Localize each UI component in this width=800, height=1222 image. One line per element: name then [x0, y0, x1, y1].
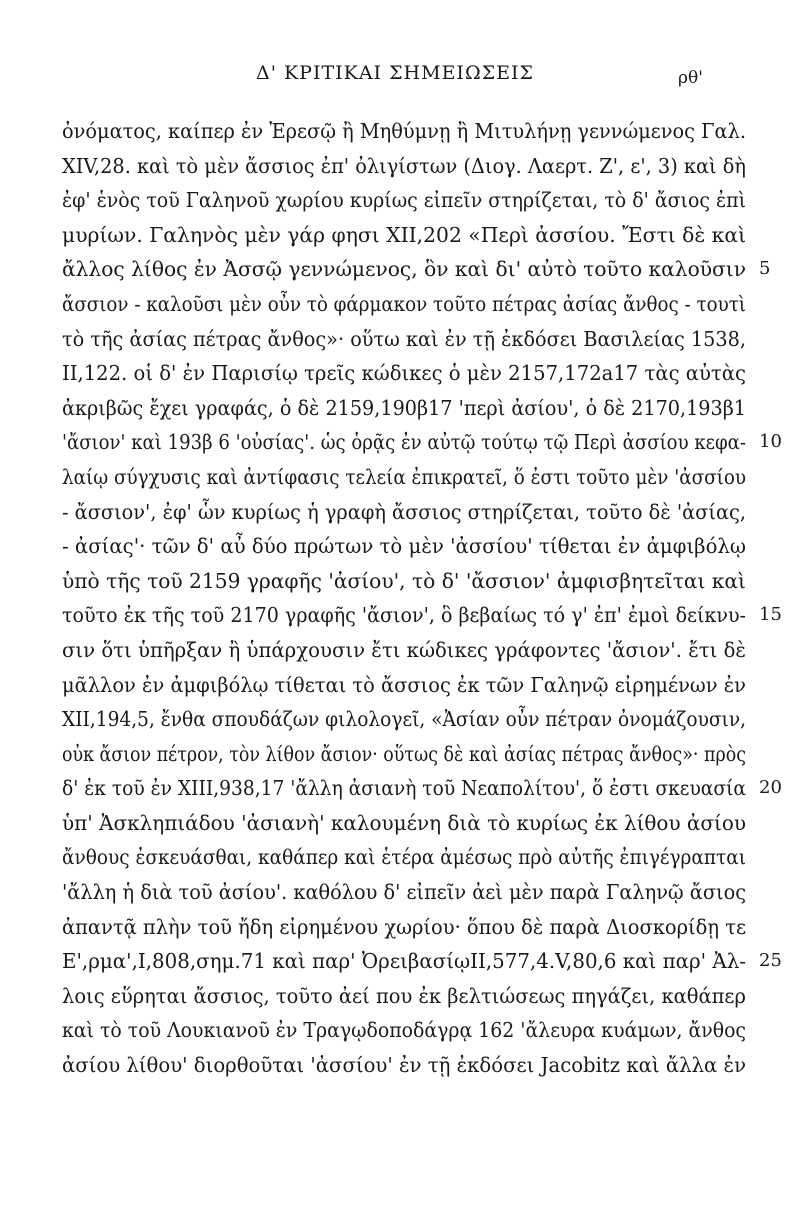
- text-line: [0, 771, 800, 806]
- line-text: - ἄσσιον', ἐφ' ὧν κυρίως ἡ γραφὴ ἄσσιος στηρίζεται, τοῦτο δὲ 'ἀσίας,: [62, 499, 746, 524]
- text-line: [0, 425, 800, 460]
- line-number: 5: [759, 258, 771, 280]
- line-text: λαίῳ σύγχυσις καὶ ἀντίφασις τελεία ἐπικρατεῖ, ὅ ἐστι τοῦτο μὲν 'ἀσσίου: [62, 464, 747, 489]
- text-line: [0, 875, 800, 910]
- line-text: ἀσίου λίθου' διορθοῦται 'ἀσσίου' ἐν τῇ ἐκδόσει Jacobitz καὶ ἄλλα ἐν: [62, 1053, 747, 1078]
- text-line: [0, 183, 800, 218]
- text-line: [0, 737, 800, 772]
- text-line: [0, 495, 800, 530]
- line-text: δ' ἐκ τοῦ ἐν XIII,938,17 'ἄλλη ἀσιανὴ τοῦ Νεαπολίτου', ὅ ἐστι σκευασία: [62, 776, 746, 801]
- line-text: II,122. οἱ δ' ἐν Παρισίῳ τρεῖς κώδικες ὁ μὲν 2157,172a17 τὰς αὐτὰς: [62, 361, 746, 386]
- line-text: ἄλλος λίθος ἐν Ἀσσῷ γεννώμενος, ὃν καὶ δι' αὐτὸ τοῦτο καλοῦσιν: [62, 257, 746, 282]
- text-line: [0, 979, 800, 1014]
- text-line: [0, 944, 800, 979]
- line-text: ὑπ' Ἀσκληπιάδου 'ἀσιανὴ' καλουμένη διὰ τὸ κυρίως ἐκ λίθου ἀσίου: [62, 810, 747, 835]
- text-line: [0, 840, 800, 875]
- line-text: ἀπαντᾷ πλὴν τοῦ ἤδη εἰρημένου χωρίου· ὅπου δὲ παρὰ Διοσκορίδῃ τε: [62, 914, 747, 939]
- text-line: [0, 564, 800, 599]
- text-line: [0, 287, 800, 322]
- line-text: ὑπὸ τῆς τοῦ 2159 γραφῆς 'ἀσίου', τὸ δ' 'ἄσσιον' ἀμφισβητεῖται καὶ: [62, 568, 746, 593]
- text-line: [0, 149, 800, 184]
- text-line: [0, 529, 800, 564]
- line-text: τοῦτο ἐκ τῆς τοῦ 2170 γραφῆς 'ἄσιον', ὃ βεβαίως τό γ' ἐπ' ἐμοὶ δείκνυ-: [62, 603, 746, 628]
- line-text: ἐφ' ἑνὸς τοῦ Γαληνοῦ χωρίου κυρίως εἰπεῖν στηρίζεται, τὸ δ' ἄσιος ἐπὶ: [62, 188, 747, 213]
- line-number: 15: [759, 604, 782, 626]
- text-line: [0, 252, 800, 287]
- line-text: μᾶλλον ἐν ἀμφιβόλῳ τίθεται τὸ ἄσσιος ἐκ τῶν Γαληνῷ εἰρημένων ἐν: [62, 672, 746, 697]
- page-header: [0, 62, 800, 92]
- text-line: [0, 806, 800, 841]
- line-text: καὶ τὸ τοῦ Λουκιανοῦ ἐν Τραγῳδοποδάγρᾳ 162 'ἄλευρα κυάμων, ἄνθος: [62, 1018, 747, 1043]
- text-line: [0, 218, 800, 253]
- line-text: μυρίων. Γαληνὸς μὲν γάρ φησι XII,202 «Περὶ ἀσσίου. Ἔστι δὲ καὶ: [62, 222, 747, 247]
- text-line: [0, 668, 800, 703]
- text-line: [0, 322, 800, 357]
- running-title: Δ' ΚΡΙΤΙΚΑΙ ΣΗΜΕΙΩΣΕΙΣ: [256, 62, 534, 84]
- line-text: - ἀσίας'· τῶν δ' αὖ δύο πρώτων τὸ μὲν 'ἀσσίου' τίθεται ἐν ἀμφιβόλῳ: [62, 534, 746, 559]
- line-text: 'ἄσιον' καὶ 193β 6 'οὐσίας'. ὡς ὁρᾷς ἐν αὐτῷ τούτῳ τῷ Περὶ ἀσσίου κεφα-: [62, 430, 746, 455]
- line-text: τὸ τῆς ἀσίας πέτρας ἄνθος»· οὕτω καὶ ἐν τῇ ἐκδόσει Βασιλείας 1538,: [62, 326, 746, 351]
- line-text: ἄσσιον - καλοῦσι μὲν οὖν τὸ φάρμακον τοῦτο πέτρας ἀσίας ἄνθος - τουτὶ: [62, 291, 746, 316]
- line-text: XIV,28. καὶ τὸ μὲν ἄσσιος ἐπ' ὀλιγίστων (Διογ. Λαερτ. Ζ', ε', 3) καὶ δὴ: [62, 153, 746, 178]
- text-line: [0, 633, 800, 668]
- line-text: 'ἄλλη ἡ διὰ τοῦ ἀσίου'. καθόλου δ' εἰπεῖν ἀεὶ μὲν παρὰ Γαληνῷ ἄσιος: [62, 880, 747, 905]
- line-number: 10: [759, 431, 782, 453]
- text-line: [0, 356, 800, 391]
- line-text: οὐκ ἄσιον πέτρον, τὸν λίθον ἄσιον· οὕτως δὲ καὶ ἀσίας πέτρας ἄνθος»· πρὸς: [62, 741, 746, 766]
- line-text: Ε',ρμα',Ι,808,σημ.71 καὶ παρ' ὈρειβασίῳII,577,4.V,80,6 καὶ παρ' Ἀλ-: [62, 949, 747, 974]
- text-line: [0, 114, 800, 149]
- line-text: XII,194,5, ἔνθα σπουδάζων φιλολογεῖ, «Ἀσίαν οὖν πέτραν ὀνομάζουσιν,: [62, 707, 747, 732]
- line-text: ἀκριβῶς ἔχει γραφάς, ὁ δὲ 2159,190β17 'περὶ ἀσίου', ὁ δὲ 2170,193β1: [62, 395, 747, 420]
- line-text: λοις εὕρηται ἄσσιος, τοῦτο ἀεί που ἐκ βελτιώσεως πηγάζει, καθάπερ: [62, 983, 746, 1008]
- text-line: [0, 1013, 800, 1048]
- text-line: [0, 702, 800, 737]
- text-line: [0, 460, 800, 495]
- line-text: σιν ὅτι ὑπῆρξαν ἢ ὑπάρχουσιν ἔτι κώδικες γράφοντες 'ἄσιον'. ἔτι δὲ: [62, 637, 746, 662]
- text-body: [0, 114, 800, 1083]
- text-line: [0, 1048, 800, 1083]
- text-line: [0, 910, 800, 945]
- line-text: ἄνθους ἐσκευάσθαι, καθάπερ καὶ ἑτέρα ἀμέσως πρὸ αὐτῆς ἐπιγέγραπται: [62, 845, 746, 870]
- text-line: [0, 598, 800, 633]
- page-number: ρθ': [678, 68, 703, 88]
- line-text: ὀνόματος, καίπερ ἐν Ἐρεσῷ ἢ Μηθύμνῃ ἢ Μιτυλήνῃ γεννώμενος Γαλ.: [62, 119, 746, 143]
- line-number: 20: [759, 777, 782, 799]
- line-number: 25: [759, 950, 782, 972]
- text-line: [0, 391, 800, 426]
